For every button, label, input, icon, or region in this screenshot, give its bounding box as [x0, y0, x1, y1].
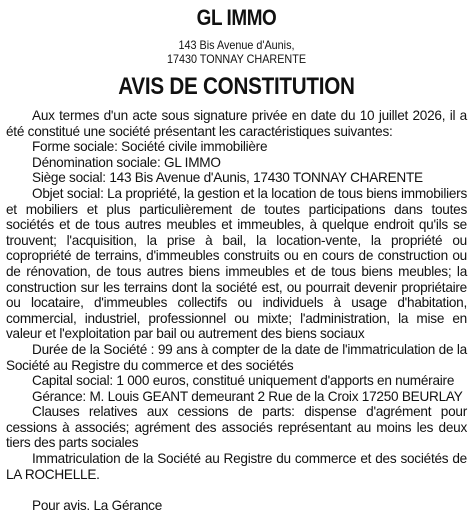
- siege-social: Siège social: 143 Bis Avenue d'Aunis, 17430 TONNAY CHARENTE: [32, 170, 423, 186]
- duree-societe: Durée de la Société : 99 ans à compter de la date de l'immatriculation de la Société au Registre du commerce et des sociétés: [6, 341, 467, 373]
- denomination-sociale: Dénomination sociale: GL IMMO: [32, 154, 221, 170]
- signature-line: Pour avis. La Gérance: [32, 498, 163, 514]
- notice-body: [6, 108, 467, 482]
- forme-sociale: Forme sociale: Société civile immobilière: [32, 139, 268, 155]
- capital-social: Capital social: 1 000 euros, constitué uniquement d'apports en numéraire: [32, 373, 455, 389]
- company-address: [29, 38, 444, 66]
- address-line-1: 143 Bis Avenue d'Aunis,: [178, 38, 295, 52]
- objet-social: Objet social: La propriété, la gestion et la location de tous biens immobiliers et mobiliers et plus particulièrement de toutes participations dans toutes sociétés et de tous autres meubles et immeubles, à quelque endroit qu'ils se trouvent; l'acquisition, la prise à bail, la location-vente, la propriété ou copropriété de terrains, d'immeubles construits ou en cours de construction ou de rénovation, de tous autres biens immeubles et de tous biens meubles; la construction sur les terrains dont la société est, ou pourrait devenir propriétaire ou locataire, d'immeubles collectifs ou individuels à usage d'habitation, commercial, industriel, professionnel ou mixte; l'administration, la mise en valeur et l'exploitation par bail ou autrement des biens sociaux: [6, 185, 467, 342]
- address-line-2: 17430 TONNAY CHARENTE: [166, 52, 307, 66]
- intro-paragraph: Aux termes d'un acte sous signature privée en date du 10 juillet 2026, il a été constitué une société présentant les caractéristiques suivantes:: [6, 108, 467, 139]
- clauses-cessions: Clauses relatives aux cessions de parts: dispense d'agrément pour cessions à associés; agrément des associés représentant au moins les deux tiers des parts sociales: [6, 404, 467, 451]
- gerance: Gérance: M. Louis GEANT demeurant 2 Rue de la Croix 17250 BEURLAY: [32, 388, 463, 404]
- immatriculation: Immatriculation de la Société au Registre du commerce et des sociétés de LA ROCHELLE.: [6, 451, 467, 482]
- notice-title: AVIS DE CONSTITUTION: [118, 73, 355, 100]
- company-name: GL IMMO: [196, 5, 277, 30]
